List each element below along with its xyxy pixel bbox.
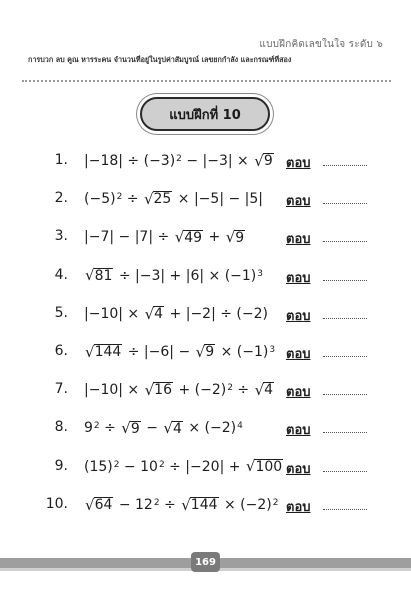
expression-text: 9: [84, 420, 93, 437]
expression-text: |−10| ×: [84, 305, 144, 322]
answer-label: ตอบ: [286, 270, 311, 286]
radicand: 144: [94, 344, 122, 361]
problem-number: 7.: [54, 381, 68, 398]
exponent: 3: [269, 345, 276, 355]
radicand: 9: [235, 229, 245, 246]
problem-number: 9.: [54, 457, 68, 474]
square-root: [196, 344, 215, 360]
problem-row: [0, 226, 411, 248]
expression-text: − 10: [119, 458, 158, 475]
expression-text: × (−2): [219, 496, 272, 513]
exponent: 4: [237, 421, 243, 432]
radicand: 4: [264, 382, 274, 399]
problem-row: [0, 188, 411, 210]
answer-label: ตอบ: [286, 232, 311, 248]
problem-expression: [84, 494, 278, 516]
radical-sign-icon: √: [85, 342, 95, 361]
square-root: [85, 268, 113, 284]
square-root: [246, 459, 283, 475]
problem-number: 6.: [54, 343, 68, 359]
problem-expression: [84, 303, 268, 325]
problem-number: 5.: [54, 304, 68, 321]
problem-row: [0, 494, 411, 516]
problem-expression: [84, 265, 263, 287]
exponent: 3: [257, 268, 263, 279]
answer-blank[interactable]: [323, 394, 367, 395]
expression-text: (−5): [84, 191, 116, 208]
answer-label: ตอบ: [286, 385, 311, 401]
problem-expression: [84, 417, 243, 439]
answer-blank[interactable]: [323, 432, 367, 433]
problem-expression: [84, 150, 275, 172]
radical-sign-icon: √: [85, 266, 95, 285]
expression-text: (15): [84, 458, 113, 475]
problem-number: 3.: [54, 228, 68, 245]
radicand: 16: [154, 382, 172, 399]
problem-row: [0, 303, 411, 325]
expression-text: ÷ |−3| + |6| × (−1): [114, 267, 257, 284]
radicand: 81: [94, 267, 113, 284]
radical-sign-icon: √: [143, 190, 154, 209]
radicand: 25: [153, 191, 172, 208]
expression-text: |−10| ×: [84, 382, 144, 399]
radical-sign-icon: √: [163, 419, 173, 438]
expression-text: −: [141, 420, 163, 437]
expression-text: |−7| − |7| ÷: [84, 229, 174, 246]
problem-number: 8.: [54, 419, 68, 436]
square-root: [181, 497, 218, 513]
problem-number: 2.: [54, 190, 68, 207]
square-root: [226, 230, 245, 246]
radical-sign-icon: √: [144, 304, 155, 323]
exponent: 2: [116, 192, 123, 203]
problem-number: 10.: [45, 495, 68, 512]
radical-sign-icon: √: [254, 151, 264, 170]
radicand: 9: [205, 344, 215, 361]
expression-text: − 12: [114, 496, 153, 513]
problem-number: 1.: [54, 152, 68, 168]
expression-text: × (−1): [216, 344, 269, 360]
expression-text: |−18| ÷ (−3): [84, 153, 176, 169]
radical-sign-icon: √: [254, 381, 265, 400]
square-root: [175, 230, 203, 246]
radical-sign-icon: √: [144, 381, 155, 400]
problem-row: [0, 150, 411, 172]
answer-blank[interactable]: [323, 280, 367, 281]
expression-text: ÷ |−6| −: [123, 344, 195, 360]
expression-text: − |−3| ×: [181, 153, 254, 169]
answer-blank[interactable]: [323, 509, 367, 510]
radicand: 4: [154, 305, 164, 322]
book-title: แบบฝึกคิดเลขในใจ ระดับ ๖: [259, 39, 383, 50]
problem-row: [0, 265, 411, 287]
radical-sign-icon: √: [85, 495, 95, 514]
radical-sign-icon: √: [245, 457, 256, 476]
answer-blank[interactable]: [323, 203, 367, 204]
radicand: 4: [172, 420, 182, 437]
radicand: 100: [255, 458, 283, 475]
exponent: 2: [227, 383, 233, 394]
exercise-title: แบบฝึกที่ 10: [140, 97, 270, 131]
exponent: 2: [93, 421, 100, 432]
expression-text: ÷ |−20| +: [164, 458, 245, 475]
square-root: [145, 382, 173, 398]
answer-label: ตอบ: [286, 194, 311, 210]
radical-sign-icon: √: [195, 342, 206, 361]
problem-row: [0, 417, 411, 439]
problem-expression: [84, 188, 263, 210]
problem-number: 4.: [54, 266, 68, 283]
expression-text: + (−2): [174, 382, 227, 399]
problem-row: [0, 456, 411, 478]
radicand: 49: [184, 229, 203, 246]
answer-label: ตอบ: [286, 347, 311, 362]
header-divider: [22, 80, 391, 82]
radicand: 9: [263, 153, 273, 170]
problem-row: [0, 379, 411, 401]
radicand: 9: [130, 420, 140, 437]
expression-text: ÷: [122, 191, 143, 208]
answer-blank[interactable]: [323, 318, 367, 319]
answer-label: ตอบ: [286, 499, 311, 515]
square-root: [144, 191, 172, 207]
square-root: [255, 382, 274, 398]
answer-blank[interactable]: [323, 165, 367, 166]
expression-text: × (−2): [183, 420, 237, 437]
answer-label: ตอบ: [286, 461, 311, 477]
radicand: 64: [94, 496, 113, 513]
answer-blank[interactable]: [323, 241, 367, 242]
exponent: 2: [272, 497, 279, 508]
square-root: [85, 497, 113, 513]
expression-text: ÷: [159, 496, 181, 513]
expression-text: ÷: [232, 382, 254, 399]
answer-label: ตอบ: [286, 156, 311, 171]
expression-text: + |−2| ÷ (−2): [165, 305, 268, 322]
chapter-subtitle: การบวก ลบ คูณ หารระคน จำนวนที่อยู่ในรูปค่าสัมบูรณ์ เลขยกกำลัง และกรณฑ์ที่สอง: [28, 55, 292, 64]
answer-label: ตอบ: [286, 308, 311, 324]
exponent: 2: [158, 459, 165, 470]
expression-text: +: [204, 229, 225, 246]
expression-text: ÷: [99, 420, 121, 437]
square-root: [121, 421, 140, 437]
expression-text: × |−5| − |5|: [173, 191, 264, 208]
square-root: [85, 344, 122, 360]
problem-row: [0, 341, 411, 363]
square-root: [145, 306, 164, 322]
page-number: 169: [191, 552, 220, 572]
exponent: 2: [176, 154, 182, 164]
problem-expression: [84, 341, 275, 363]
exponent: 2: [113, 459, 120, 470]
problem-expression: [84, 456, 284, 478]
square-root: [254, 153, 273, 169]
problem-expression: [84, 379, 275, 401]
problem-expression: [84, 226, 246, 248]
square-root: [163, 421, 182, 437]
radical-sign-icon: √: [121, 419, 131, 438]
radical-sign-icon: √: [225, 228, 236, 247]
radicand: 144: [190, 496, 218, 513]
exponent: 2: [153, 497, 160, 508]
answer-blank[interactable]: [323, 471, 367, 472]
answer-blank[interactable]: [323, 356, 367, 357]
answer-label: ตอบ: [286, 423, 311, 439]
radical-sign-icon: √: [181, 495, 191, 514]
radical-sign-icon: √: [174, 228, 185, 247]
